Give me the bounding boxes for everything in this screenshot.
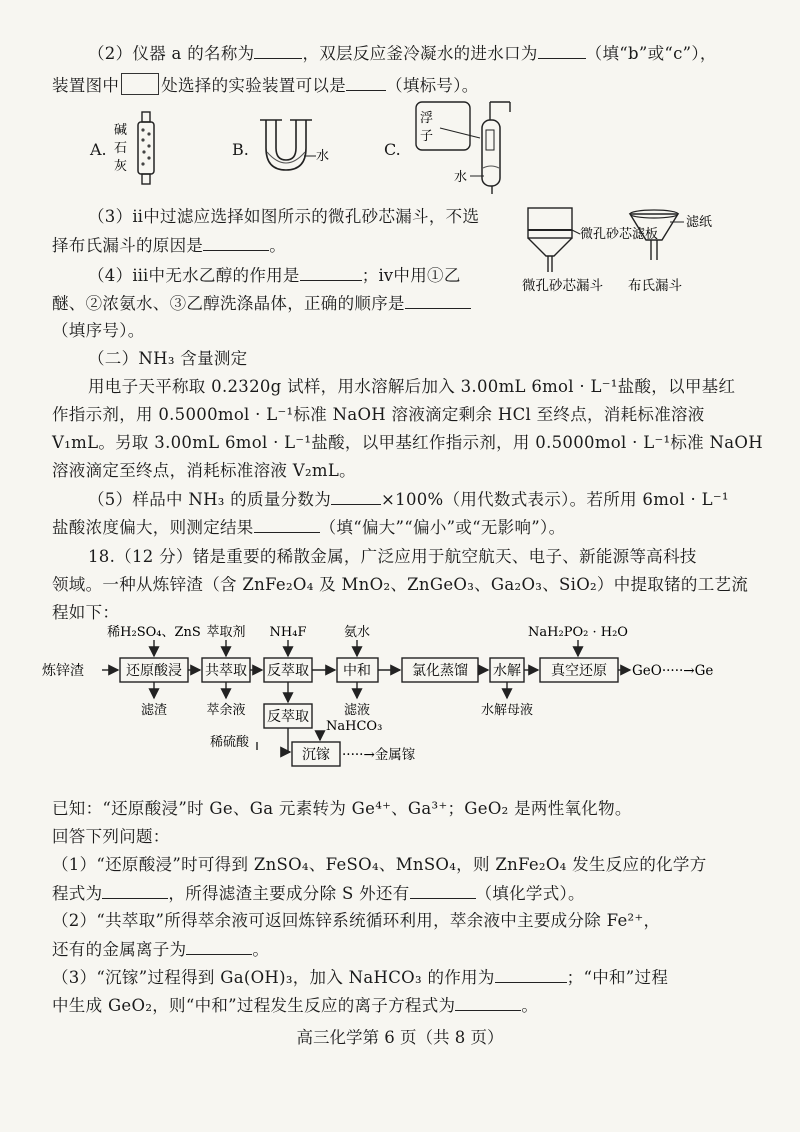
flow-sub-product: ·····→金属镓	[342, 747, 416, 763]
answer-blank[interactable]	[254, 40, 302, 59]
q18-line3: 程如下：	[52, 603, 120, 622]
answer-blank[interactable]	[254, 514, 320, 533]
titration-line2: 作指示剂，用 0.5000mol · L⁻¹标准 NaOH 溶液滴定剩余 HCl 至终点，消耗标准溶液	[52, 405, 705, 424]
s2-line2: 还有的金属离子为 。	[52, 936, 764, 963]
flow-step: 真空还原	[551, 663, 607, 679]
placeholder-box	[121, 73, 159, 95]
answer-blank[interactable]	[538, 40, 586, 59]
filter-paper-label: 滤纸	[686, 215, 713, 230]
answer-blank[interactable]	[410, 880, 476, 899]
flow-input: NaH₂PO₂ · H₂O	[528, 625, 628, 640]
option-b-text: 水	[316, 149, 330, 164]
option-a-text: 石	[114, 141, 128, 156]
q4-line1: （4）ⅲ中无水乙醇的作用是 ；ⅳ中用①乙	[52, 262, 522, 289]
flow-step: 还原酸浸	[126, 663, 182, 679]
flow-step: 反萃取	[267, 663, 309, 679]
flow-step: 水解	[493, 663, 521, 679]
option-c-text: 子	[420, 129, 434, 144]
answer-blank[interactable]	[495, 964, 567, 983]
sintered-funnel-name: 微孔砂芯漏斗	[522, 278, 603, 294]
buchner-funnel-name: 布氏漏斗	[628, 278, 682, 294]
s1-line1: （1）“还原酸浸”时可得到 ZnSO₄、FeSO₄、MnSO₄，则 ZnFe₂O₄ 发生反应的化学方	[52, 855, 707, 874]
answer-blank[interactable]	[331, 486, 381, 505]
flow-input: NH₄F	[269, 625, 307, 640]
soda-lime-tube-icon	[112, 108, 172, 190]
option-a-label: A.	[90, 140, 107, 159]
titration-line1: 用电子天平称取 0.2320g 试样，用水溶解后加入 3.00mL 6mol · L⁻¹盐酸，以甲基红	[88, 377, 736, 396]
flow-output: 滤渣	[140, 703, 168, 718]
page-footer: 高三化学第 6 页（共 8 页）	[296, 1028, 504, 1047]
q4-line2: 醚、②浓氨水、③乙醇洗涤晶体，正确的顺序是	[52, 290, 522, 317]
q3-line2: 择布氏漏斗的原因是 。	[52, 232, 522, 259]
flow-input: 萃取剂	[206, 625, 246, 640]
filter-plate-label: 微孔砂芯滤板	[580, 227, 659, 242]
float-valve-icon	[410, 98, 520, 194]
sintered-funnel-icon	[528, 208, 580, 272]
flow-output: 萃余液	[206, 703, 246, 718]
flow-input: 稀H₂SO₄、ZnS	[107, 625, 201, 640]
flow-sub-input: 稀硫酸	[210, 735, 250, 750]
q5-line2: 盐酸浓度偏大，则测定结果 （填“偏大”“偏小”或“无影响”）。	[52, 514, 764, 541]
option-a-text: 碱	[114, 123, 128, 138]
s3-line2: 中生成 GeO₂，则“中和”过程发生反应的离子方程式为 。	[52, 992, 764, 1019]
q3-line1: （3）ⅱ中过滤应选择如图所示的微孔砂芯漏斗，不选	[88, 207, 480, 226]
q4-line3: （填序号）。	[52, 321, 145, 340]
option-a-text: 灰	[114, 159, 128, 174]
flow-output: 滤液	[343, 703, 371, 718]
q5-line1: （5）样品中 NH₃ 的质量分数为 ×100%（用代数式表示）。若所用 6mol · L⁻¹	[52, 486, 764, 513]
flow-step: 共萃取	[205, 663, 247, 679]
answer-blank[interactable]	[102, 880, 168, 899]
s1-line2: 程式为 ，所得滤渣主要成分除 S 外还有 （填化学式）。	[52, 880, 764, 907]
flow-step: 氯化蒸馏	[412, 663, 468, 679]
flow-product: GeO·····→Ge	[632, 663, 714, 679]
funnels-figure	[518, 204, 768, 300]
answer-blank[interactable]	[203, 232, 269, 251]
section-title: （二）NH₃ 含量测定	[88, 349, 248, 368]
answer-blank[interactable]	[300, 262, 362, 281]
s3-line1: （3）“沉镓”过程得到 Ga(OH)₃，加入 NaHCO₃ 的作用为 ；“中和”过程	[52, 964, 764, 991]
u-tube-icon	[256, 112, 336, 178]
q18-line2: 领域。一种从炼锌渣（含 ZnFe₂O₄ 及 MnO₂、ZnGeO₃、Ga₂O₃、SiO₂）中提取锗的工艺流	[52, 575, 749, 594]
s2-line1: （2）“共萃取”所得萃余液可返回炼锌系统循环利用，萃余液中主要成分除 Fe²⁺，	[52, 911, 661, 930]
q2-line2: 装置图中 处选择的实验装置可以是 （填标号）。	[52, 72, 764, 99]
titration-line3: V₁mL。另取 3.00mL 6mol · L⁻¹盐酸，以甲基红作指示剂，用 0.5000mol · L⁻¹标准 NaOH	[52, 433, 763, 452]
q18-line1: 18.（12 分）锗是重要的稀散金属，广泛应用于航空航天、电子、新能源等高科技	[88, 547, 697, 566]
titration-line4: 溶液滴定至终点，消耗标准溶液 V₂mL。	[52, 461, 356, 480]
option-b-label: B.	[232, 140, 249, 159]
answer-prompt: 回答下列问题：	[52, 827, 170, 846]
answer-blank[interactable]	[346, 72, 386, 91]
answer-blank[interactable]	[455, 992, 521, 1011]
option-c-label: C.	[384, 140, 401, 159]
option-c-text: 水	[454, 170, 468, 185]
flow-output: 水解母液	[480, 703, 534, 718]
answer-blank[interactable]	[186, 936, 252, 955]
q2-line1: （2）仪器 a 的名称为 ，双层反应釜冷凝水的进水口为 （填“b”或“c”），	[52, 40, 764, 67]
flow-step: 中和	[343, 663, 371, 679]
flow-sub-step: 沉镓	[302, 747, 330, 763]
answer-blank[interactable]	[405, 290, 471, 309]
flow-sub-input: NaHCO₃	[326, 719, 383, 734]
flow-input: 氨水	[343, 625, 371, 640]
flow-start: 炼锌渣	[42, 663, 84, 679]
process-flowchart	[40, 620, 770, 792]
known-info: 已知：“还原酸浸”时 Ge、Ga 元素转为 Ge⁴⁺、Ga³⁺；GeO₂ 是两性氧化物。	[52, 799, 632, 818]
flow-sub-step: 反萃取	[267, 709, 309, 725]
option-c-text: 浮	[420, 111, 434, 126]
